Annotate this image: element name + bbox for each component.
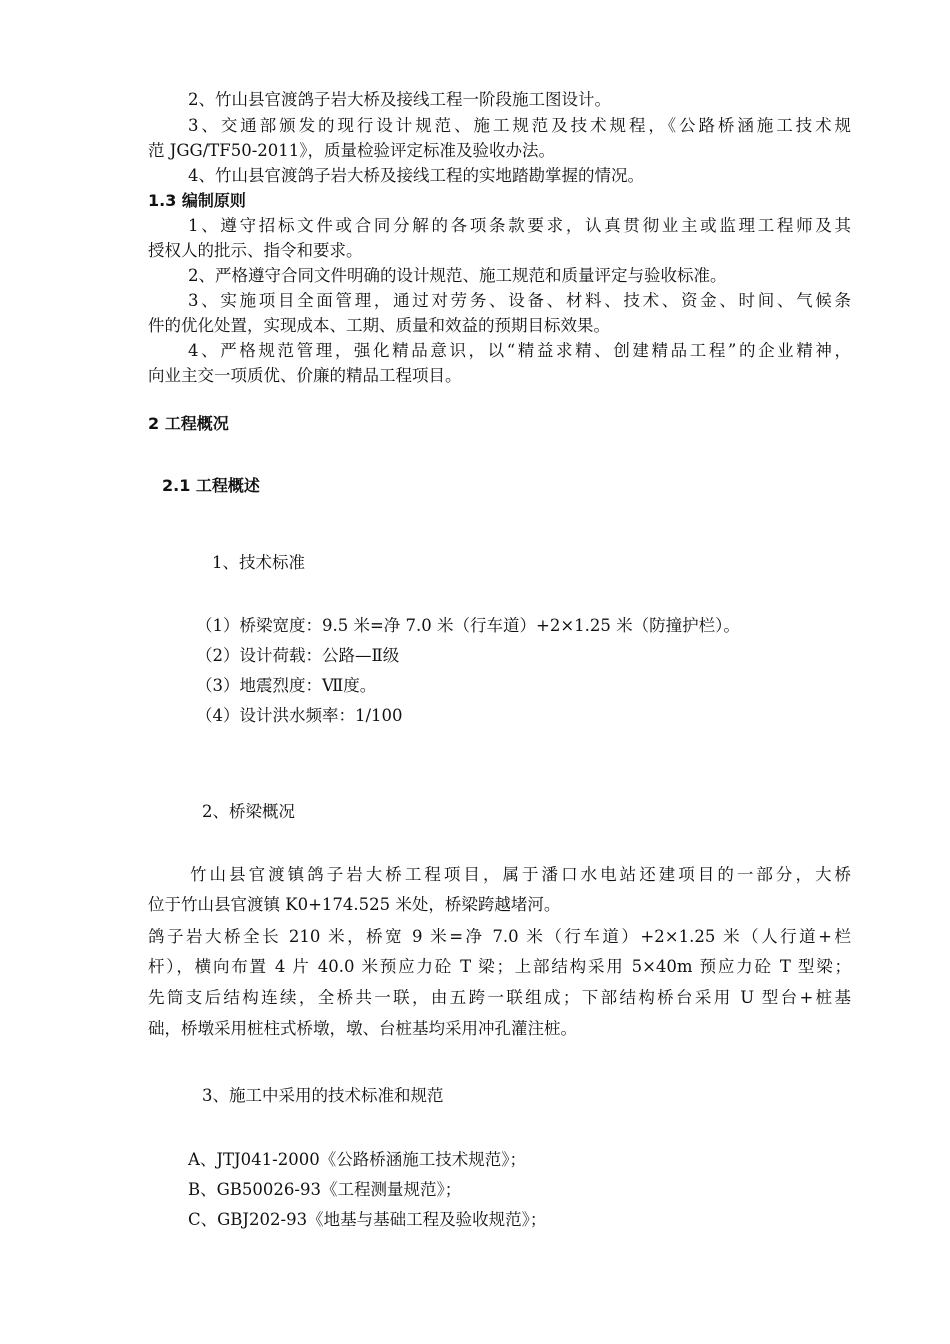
principle-3-line-1: 3、实施项目全面管理，通过对劳务、设备、材料、技术、资金、时间、气候条 [188, 291, 851, 310]
bridge-line-6: 础，桥墩采用桩柱式桥墩，墩、台桩基均采用冲孔灌注桩。 [148, 1019, 577, 1038]
tech-standard-title: 1、技术标准 [212, 553, 305, 572]
principle-2: 2、严格遵守合同文件明确的设计规范、施工规范和质量评定与验收标准。 [188, 266, 727, 285]
tech-item-1: （1）桥梁宽度：9.5 米=净 7.0 米（行车道）+2×1.25 米（防撞护栏）。 [196, 616, 740, 635]
spec-item-c: C、GBJ202-93《地基与基础工程及验收规范》； [188, 1210, 547, 1229]
basis-item-3-line-1: 3、交通部颁发的现行设计规范、施工规范及技术规程，《公路桥涵施工技术规 [188, 116, 851, 135]
tech-item-2: （2）设计荷载：公路—Ⅱ级 [196, 646, 400, 665]
spec-title: 3、施工中采用的技术标准和规范 [202, 1086, 444, 1105]
principle-3-line-2: 件的优化处置，实现成本、工期、质量和效益的预期目标效果。 [148, 316, 610, 335]
tech-item-3: （3）地震烈度：Ⅶ度。 [196, 676, 377, 695]
section-heading-1-3: 1.3 编制原则 [148, 191, 246, 210]
spec-item-a: A、JTJ041-2000《公路桥涵施工技术规范》； [188, 1150, 526, 1169]
bridge-line-1: 竹山县官渡镇鸽子岩大桥工程项目，属于潘口水电站还建项目的一部分，大桥 [190, 865, 851, 884]
tech-item-4: （4）设计洪水频率：1/100 [196, 706, 403, 725]
bridge-line-5: 先筒支后结构连续，全桥共一联，由五跨一联组成；下部结构桥台采用 U 型台+桩基 [148, 988, 851, 1007]
basis-item-4: 4、竹山县官渡鸽子岩大桥及接线工程的实地踏勘掌握的情况。 [188, 166, 644, 185]
principle-4-line-2: 向业主交一项质优、价廉的精品工程项目。 [148, 366, 462, 385]
section-heading-2-1: 2.1 工程概述 [162, 476, 260, 495]
section-heading-2: 2 工程概况 [148, 414, 229, 433]
bridge-line-4: 杆），横向布置 4 片 40.0 米预应力砼 T 梁；上部结构采用 5×40m 预应力砼 T 型梁； [148, 957, 851, 976]
basis-item-2: 2、竹山县官渡鸽子岩大桥及接线工程一阶段施工图设计。 [188, 90, 611, 109]
bridge-overview-title: 2、桥梁概况 [202, 802, 295, 821]
principle-1-line-2: 授权人的批示、指令和要求。 [148, 241, 363, 260]
bridge-line-3: 鸽子岩大桥全长 210 米，桥宽 9 米=净 7.0 米（行车道）+2×1.25 米（人行道+栏 [148, 927, 851, 946]
bridge-line-2: 位于竹山县官渡镇 K0+174.525 米处，桥梁跨越堵河。 [148, 895, 561, 914]
spec-item-b: B、GB50026-93《工程测量规范》； [188, 1180, 462, 1199]
principle-4-line-1: 4、严格规范管理，强化精品意识，以“精益求精、创建精品工程”的企业精神， [188, 341, 851, 360]
principle-1-line-1: 1、遵守招标文件或合同分解的各项条款要求，认真贯彻业主或监理工程师及其 [188, 216, 851, 235]
basis-item-3-line-2: 范 JGG/TF50-2011》，质量检验评定标准及验收办法。 [148, 141, 556, 160]
